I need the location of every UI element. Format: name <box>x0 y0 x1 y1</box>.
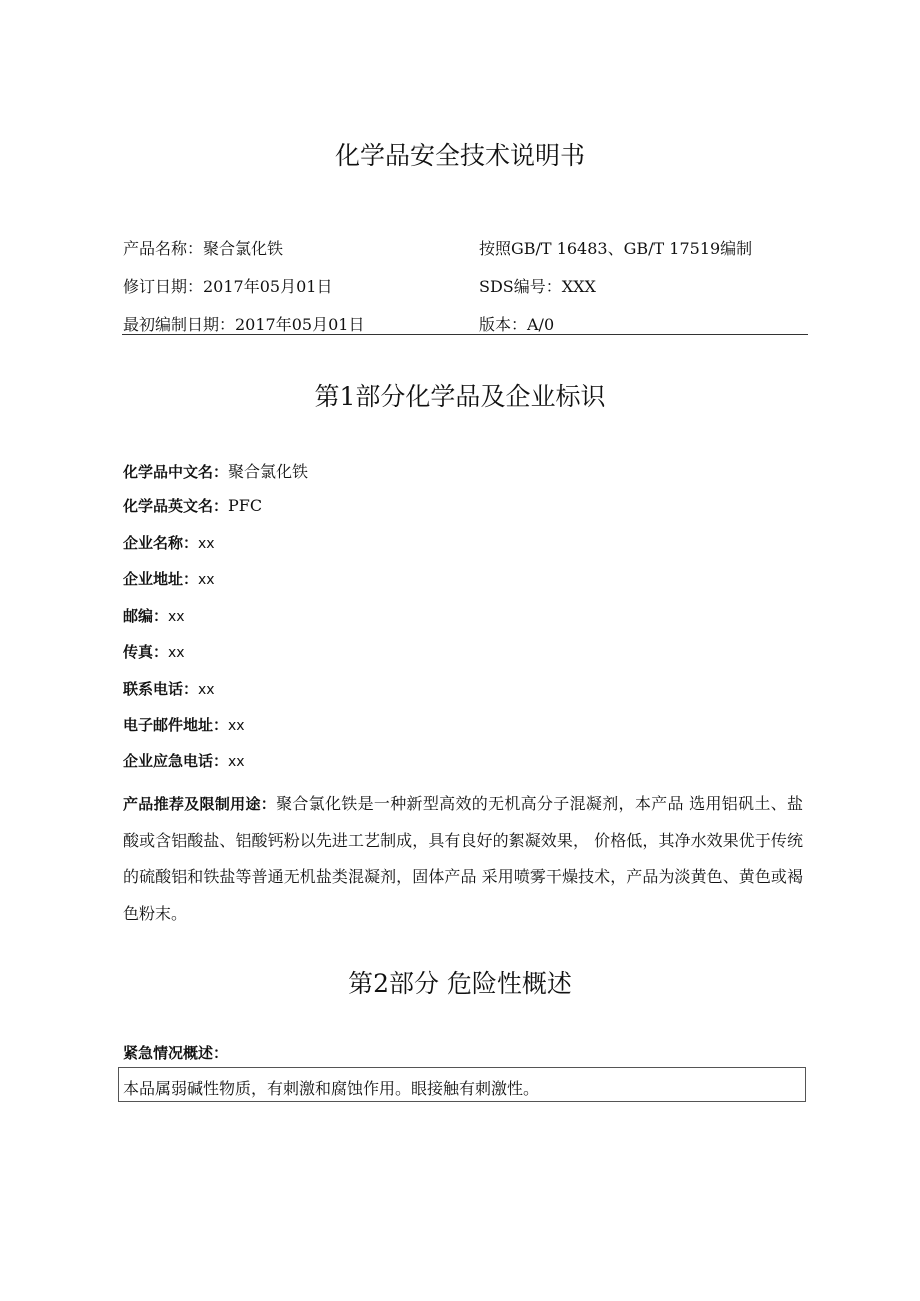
field-postcode <box>123 605 185 626</box>
usage-paragraph <box>123 786 803 932</box>
standard-reference: 按照GB/T 16483、GB/T 17519编制 <box>479 239 753 258</box>
document-title: 化学品安全技术说明书 <box>334 141 585 170</box>
field-label: 企业应急电话： <box>123 752 229 770</box>
field-label: 传真： <box>123 643 169 661</box>
field-email <box>123 714 245 735</box>
field-company-address <box>123 568 215 589</box>
field-label: 化学品中文名： <box>123 463 229 481</box>
field-en-name <box>123 495 262 516</box>
header-divider <box>122 334 808 335</box>
field-value: xx <box>198 572 215 588</box>
field-company-name <box>123 532 215 553</box>
field-label: 企业地址： <box>123 570 199 588</box>
field-label: 化学品英文名： <box>123 497 229 515</box>
field-emergency-phone <box>123 750 245 771</box>
field-label: 联系电话： <box>123 680 199 698</box>
field-value: xx <box>198 536 215 552</box>
initial-date: 最初编制日期：2017年05月01日 <box>123 315 365 334</box>
header-row-2 <box>123 274 808 304</box>
field-value: PFC <box>228 496 263 515</box>
field-value: xx <box>168 645 185 661</box>
sds-number: SDS编号：XXX <box>479 277 596 296</box>
version: 版本：A/0 <box>479 315 555 334</box>
field-value: xx <box>198 682 215 698</box>
field-value: xx <box>228 754 245 770</box>
emergency-label: 紧急情况概述： <box>123 1044 229 1062</box>
header-row-3 <box>123 312 808 342</box>
emergency-box <box>118 1067 806 1102</box>
field-fax <box>123 641 185 662</box>
header-row-1 <box>123 236 808 266</box>
field-label: 邮编： <box>123 607 169 625</box>
usage-text: 聚合氯化铁是一种新型高效的无机高分子混凝剂，本产品 选用铝矾土、盐酸或含铝酸盐、铝酸钙粉以先进工艺制成，具有良好的絮凝效果， 价格低，其净水效果优于传统的硫酸铝和铁盐等普通无机盐类混凝剂，固体产品 采用喷雾干燥技术，产品为淡黄色、黄色或褐色粉末。 <box>123 794 803 923</box>
field-label: 企业名称： <box>123 534 199 552</box>
revision-date: 修订日期：2017年05月01日 <box>123 277 333 296</box>
field-value: xx <box>168 609 185 625</box>
field-label: 电子邮件地址： <box>123 716 229 734</box>
field-value: 聚合氯化铁 <box>228 462 309 481</box>
emergency-text: 本品属弱碱性物质，有刺激和腐蚀作用。眼接触有刺激性。 <box>123 1079 540 1098</box>
section2-title: 第2部分 危险性概述 <box>348 969 572 998</box>
section1-title: 第1部分化学品及企业标识 <box>314 382 606 411</box>
field-cn-name <box>123 459 308 482</box>
usage-label: 产品推荐及限制用途： <box>123 795 277 813</box>
product-name: 产品名称：聚合氯化铁 <box>123 239 284 258</box>
field-value: xx <box>228 718 245 734</box>
field-phone <box>123 678 215 699</box>
